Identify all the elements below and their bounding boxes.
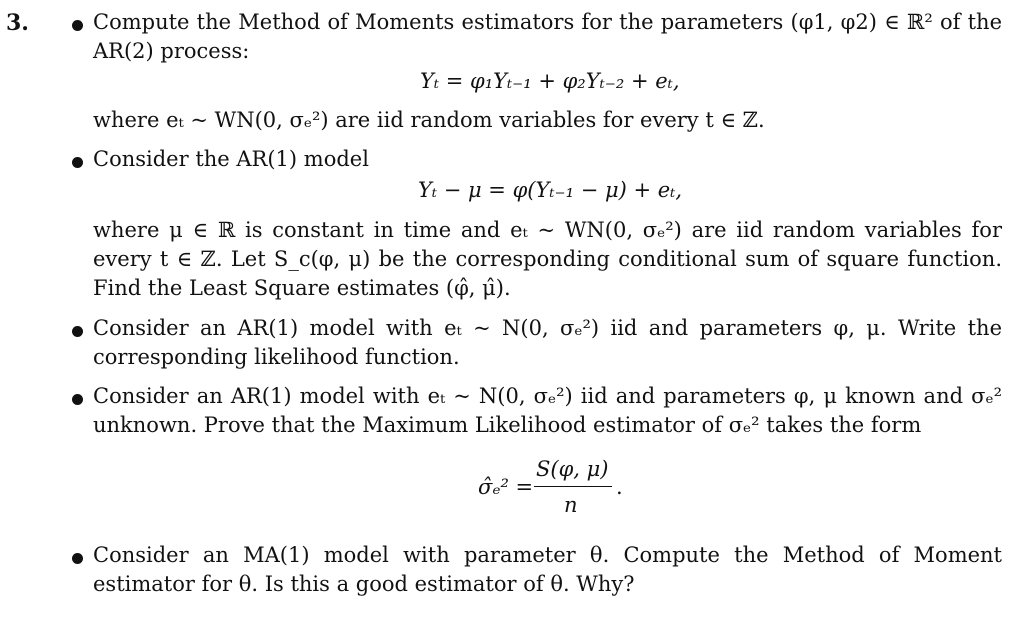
ar2-equation: Yₜ = φ₁Yₜ₋₁ + φ₂Yₜ₋₂ + eₜ, (420, 69, 680, 93)
formula-numerator: S(φ, μ) (536, 457, 609, 481)
item-text: Compute the Method of Moments estimators for the parameters (φ1, φ2) ∈ ℝ² of the AR(2) process: (93, 10, 1002, 63)
list-item (72, 145, 1002, 174)
fraction-bar (534, 486, 612, 487)
list-item (72, 314, 1002, 372)
list-item-continuation (72, 216, 1002, 303)
bullet-icon (72, 326, 83, 337)
list-item (72, 382, 1002, 440)
list-item-continuation (72, 106, 1002, 135)
item-text: Consider an AR(1) model with eₜ ~ N(0, σₑ²) iid and parameters φ, μ known and σₑ² unknown. Prove that the Maximum Likelihood estimator of σₑ² takes the form (93, 384, 1002, 437)
list-item (72, 8, 1002, 66)
item-text: Consider an AR(1) model with eₜ ~ N(0, σₑ²) iid and parameters φ, μ. Write the corresponding likelihood function. (93, 316, 1002, 369)
formula-period: . (616, 475, 623, 499)
bullet-icon (72, 394, 83, 405)
ar1-equation: Yₜ − μ = φ(Yₜ₋₁ − μ) + eₜ, (418, 178, 683, 202)
mle-formula (478, 455, 638, 525)
list-item (72, 541, 1002, 599)
bullet-icon (72, 20, 83, 31)
question-number: 3. (6, 10, 29, 36)
formula-denominator: n (564, 493, 578, 517)
item-text: Consider the AR(1) model (93, 147, 369, 171)
bullet-icon (72, 157, 83, 168)
item-text: where μ ∈ ℝ is constant in time and eₜ ~ WN(0, σₑ²) are iid random variables for every t ∈ ℤ. Let S_c(φ, μ) be the corresponding conditional sum of square function. Find the Least Square estimates (φ̂, μ̂). (93, 218, 1002, 300)
item-text: where eₜ ~ WN(0, σₑ²) are iid random variables for every t ∈ ℤ. (93, 108, 765, 132)
item-text: Consider an MA(1) model with parameter θ. Compute the Method of Moment estimator for θ. Is this a good estimator of θ. Why? (93, 543, 1002, 596)
bullet-icon (72, 553, 83, 564)
formula-lhs: σ̂ₑ² = (478, 475, 534, 499)
